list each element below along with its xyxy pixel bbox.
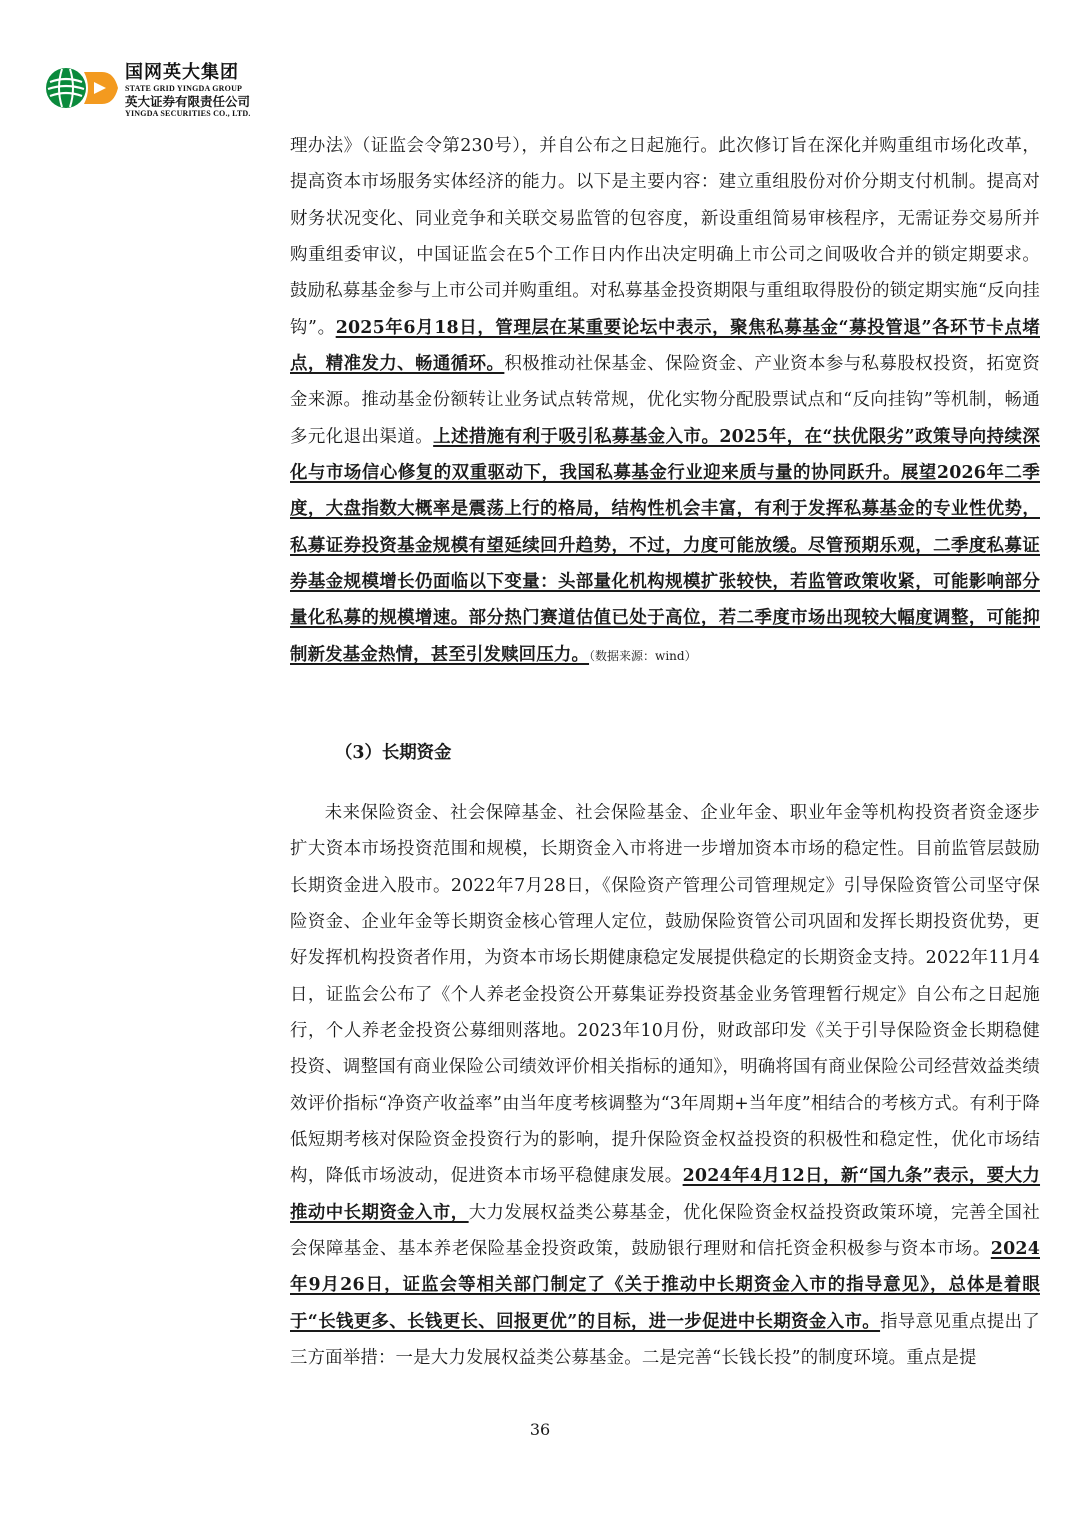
logo-group-name-en: STATE GRID YINGDA GROUP [125, 84, 243, 93]
logo-group-name-cn: 国网英大集团 [125, 62, 239, 83]
document-body-section [290, 795, 1040, 1377]
highlighted-text: 展望2026年二季度，大盘指数大概率是震荡上行的格局，结构性机会丰富，有利于发挥私募基金的专业性优势，私募证券投资基金规模有望延续回升趋势，不过，力度可能放缓。尽管预期乐观，二季度私募证券基金规模增长仍面临以下变量：头部量化机构规模扩张较快，若监管政策收紧，可能影响部分量化私募的规模增速。部分热门赛道估值已处于高位，若二季度市场出现较大幅度调整，可能抑制新发基金热情，甚至引发赎回压力。 [290, 463, 1040, 665]
company-logo [44, 62, 304, 128]
globe-arrow-logo-icon [44, 66, 124, 112]
text-segment: 理办法》（证监会令第230号），并自公布之日起施行。此次修订旨在深化并购重组市场化改革，提高资本市场服务实体经济的能力。以下是主要内容：建立重组股份对价分期支付机制。提高对财务状况变化、同业竞争和关联交易监管的包容度，新设重组简易审核程序，无需证券交易所并购重组委审议，中国证监会在5个工作日内作出决定明确上市公司之间吸收合并的锁定期要求。鼓励私募基金参与上市公司并购重组。对私募基金投资期限与重组取得股份的锁定期实施“反向挂钩”。 [290, 136, 1040, 338]
page-number: 36 [529, 1420, 551, 1439]
highlighted-text: 上述措施有利于吸引私募基金入市。2025年，在“扶优限劣”政策导向持续深化与市场信心修复的双重驱动下，我国私募基金行业迎来质与量的协同跃升。 [290, 426, 1040, 484]
data-source-note: （数据来源：wind） [589, 648, 697, 663]
highlighted-text: 2024年4月12日，新“国九条”表示，要大力推动中长期资金入市， [290, 1166, 1041, 1223]
paragraph-long-term-capital [290, 795, 1040, 1377]
logo-company-name-en: YINGDA SECURITIES CO., LTD. [125, 109, 251, 118]
logo-text-block [125, 62, 251, 119]
logo-company-name-cn: 英大证券有限责任公司 [125, 94, 251, 109]
text-segment: 大力发展权益类公募基金，优化保险资金权益投资政策环境，完善全国社会保障基金、基本养老保险基金投资政策，鼓励银行理财和信托资金积极参与资本市场。 [290, 1202, 1040, 1260]
paragraph-private-fund [290, 128, 1040, 674]
document-body [290, 128, 1040, 674]
highlighted-text: 2025年6月18日，管理层在某重要论坛中表示，聚焦私募基金“募投管退”各环节卡点堵点，精准发力、畅通循环。 [290, 317, 1040, 375]
highlighted-text: 2024年9月26日，证监会等相关部门制定了《关于推动中长期资金入市的指导意见》，总体是着眼于“长钱更多、长钱更长、回报更优”的目标，进一步促进中长期资金入市。 [290, 1239, 1040, 1332]
section-heading: （3）长期资金 [335, 743, 452, 763]
text-segment: 指导意见重点提出了三方面举措：一是大力发展权益类公募基金。二是完善“长钱长投”的制度环境。重点是提 [290, 1311, 1040, 1369]
text-segment: 积极推动社保基金、保险资金、产业资本参与私募股权投资，拓宽资金来源。推动基金份额转让业务试点转常规，优化实物分配股票试点和“反向挂钩”等机制，畅通多元化退出渠道。 [290, 354, 1040, 447]
text-segment: 未来保险资金、社会保障基金、社会保险基金、企业年金、职业年金等机构投资者资金逐步扩大资本市场投资范围和规模，长期资金入市将进一步增加资本市场的稳定性。目前监管层鼓励长期资金进入股市。2022年7月28日，《保险资产管理公司管理规定》引导保险资管公司坚守保险资金、企业年金等长期资金核心管理人定位，鼓励保险资管公司巩固和发挥长期投资优势，更好发挥机构投资者作用，为资本市场长期健康稳定发展提供稳定的长期资金支持。2022年11月4日，证监会公布了《个人养老金投资公开募集证券投资基金业务管理暂行规定》自公布之日起施行，个人养老金投资公募细则落地。2023年10月份，财政部印发《关于引导保险资金长期稳健投资、调整国有商业保险公司绩效评价相关指标的通知》，明确将国有商业保险公司经营效益类绩效评价指标“净资产收益率”由当年度考核调整为“3年周期+当年度”相结合的考核方式。有利于降低短期考核对保险资金投资行为的影响，提升保险资金权益投资的积极性和稳定性，优化市场结构，降低市场波动，促进资本市场平稳健康发展。 [290, 803, 1040, 1187]
